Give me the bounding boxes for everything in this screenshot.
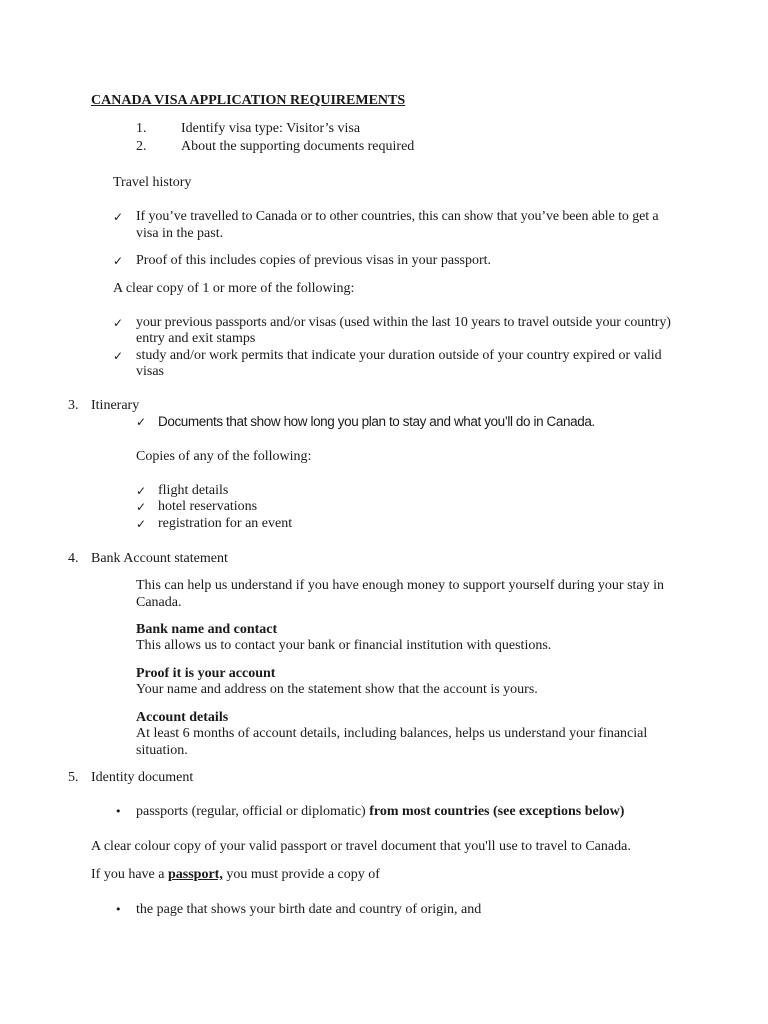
checkmark-icon: ✓ — [113, 210, 124, 224]
paragraph: Copies of any of the following: — [136, 449, 312, 464]
list-item: If you’ve travelled to Canada or to other countries, this can show that you’ve been able to get a — [136, 209, 659, 224]
paragraph-continuation: situation. — [136, 743, 188, 758]
subheading-proof: Proof it is your account — [136, 666, 276, 681]
list-item: Documents that show how long you plan to stay and what you’ll do in Canada. — [158, 414, 595, 429]
list-item: registration for an event — [158, 516, 293, 531]
list-item-continuation: visa in the past. — [136, 226, 224, 241]
list-number: 5. — [68, 770, 79, 785]
paragraph: This allows us to contact your bank or financial institution with questions. — [136, 638, 552, 653]
checkmark-icon: ✓ — [136, 500, 147, 514]
checkmark-icon: ✓ — [136, 415, 147, 429]
list-item: the page that shows your birth date and country of origin, and — [136, 902, 482, 917]
checkmark-icon: ✓ — [136, 517, 147, 531]
checkmark-icon: ✓ — [113, 316, 124, 330]
section-heading-identity: Identity document — [91, 770, 194, 785]
list-number: 2. — [136, 139, 147, 154]
list-item-continuation: visas — [136, 364, 164, 379]
paragraph-text: If you have a — [91, 867, 168, 882]
passport-emphasis: passport, — [167, 867, 223, 882]
paragraph: A clear colour copy of your valid passport or travel document that you'll use to travel to Canada. — [91, 839, 631, 854]
paragraph-text: you must provide a copy of — [222, 867, 380, 882]
list-item: hotel reservations — [158, 499, 258, 514]
list-number: 1. — [136, 121, 147, 136]
list-item: Proof of this includes copies of previous visas in your passport. — [136, 253, 492, 268]
list-item: About the supporting documents required — [181, 139, 415, 154]
list-item-continuation: entry and exit stamps — [136, 331, 256, 346]
section-heading-bank: Bank Account statement — [91, 551, 228, 566]
page-title: CANADA VISA APPLICATION REQUIREMENTS — [91, 93, 406, 108]
paragraph-continuation: Canada. — [136, 595, 182, 610]
paragraph: This can help us understand if you have enough money to support yourself during your stay in — [136, 578, 665, 593]
bullet-icon: • — [115, 805, 122, 818]
checkmark-icon: ✓ — [136, 484, 147, 498]
checkmark-icon: ✓ — [113, 349, 124, 363]
list-item: your previous passports and/or visas (used within the last 10 years to travel outside your country) — [136, 315, 671, 330]
checkmark-icon: ✓ — [113, 254, 124, 268]
paragraph: At least 6 months of account details, including balances, helps us understand your financial — [136, 726, 648, 741]
paragraph — [91, 867, 380, 883]
list-item: flight details — [158, 483, 229, 498]
list-item: Identify visa type: Visitor’s visa — [181, 121, 361, 136]
list-item: study and/or work permits that indicate your duration outside of your country expired or valid — [136, 348, 662, 363]
list-number: 4. — [68, 551, 79, 566]
list-item-text: passports (regular, official or diplomatic) — [136, 804, 370, 819]
bullet-icon: • — [115, 903, 122, 916]
list-number: 3. — [68, 398, 79, 413]
subheading-bank-name: Bank name and contact — [136, 622, 278, 637]
section-heading-itinerary: Itinerary — [91, 398, 140, 413]
list-item — [136, 804, 624, 820]
paragraph: Your name and address on the statement show that the account is yours. — [136, 682, 538, 697]
paragraph: A clear copy of 1 or more of the following: — [113, 281, 355, 296]
subheading-account-details: Account details — [136, 710, 229, 725]
section-heading-travel-history: Travel history — [113, 175, 192, 190]
list-item-emphasis: from most countries (see exceptions below) — [369, 804, 625, 819]
